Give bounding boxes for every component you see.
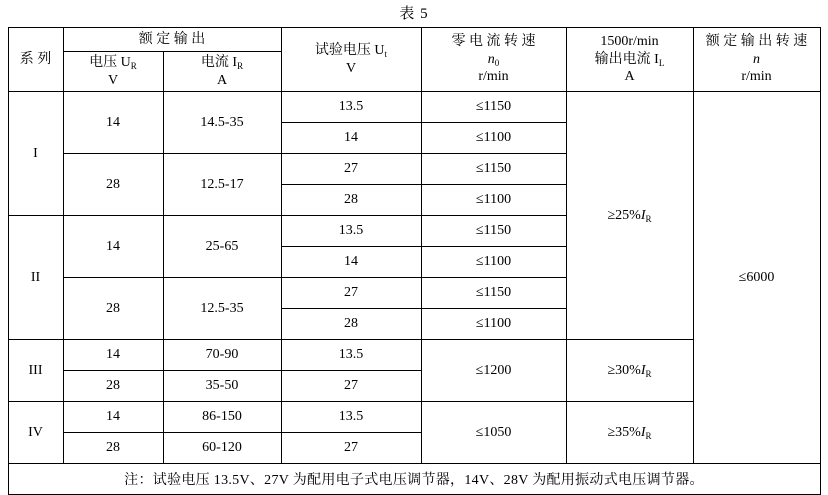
load-current-symbol: I — [640, 424, 646, 440]
cell-test-voltage: 28 — [281, 309, 421, 340]
series-label: I — [8, 92, 63, 216]
cell-voltage: 28 — [63, 154, 163, 216]
header-test-voltage-line1: 试验电压 U — [314, 43, 385, 58]
cell-voltage: 28 — [63, 433, 163, 464]
load-current-sub: R — [645, 368, 652, 379]
header-current — [163, 52, 281, 92]
table-row — [8, 92, 820, 123]
cell-current: 14.5-35 — [163, 92, 281, 154]
cell-zero-speed: ≤1100 — [421, 185, 566, 216]
header-voltage-sub: R — [130, 61, 137, 71]
cell-zero-speed-merged: ≤1200 — [421, 340, 566, 402]
cell-test-voltage: 27 — [281, 278, 421, 309]
header-zero-speed-unit: r/min — [478, 69, 509, 85]
header-load-current-line1: 1500r/min — [600, 34, 659, 50]
load-current-prefix: ≥35% — [607, 424, 641, 440]
cell-current: 86-150 — [163, 402, 281, 433]
cell-test-voltage: 14 — [281, 247, 421, 278]
cell-voltage: 14 — [63, 216, 163, 278]
header-rated-speed-line1: 额 定 输 出 转 速 — [705, 34, 808, 50]
cell-current: 35-50 — [163, 371, 281, 402]
header-test-voltage — [281, 28, 421, 92]
cell-load-current-merged — [566, 402, 693, 464]
table-caption: 表 5 — [399, 6, 429, 22]
header-current-line1: 电流 I — [200, 55, 238, 70]
cell-current: 60-120 — [163, 433, 281, 464]
series-label: III — [8, 340, 63, 402]
header-voltage-line1: 电压 U — [89, 55, 131, 70]
header-voltage — [63, 52, 163, 92]
cell-current: 25-65 — [163, 216, 281, 278]
table-note: 注：试验电压 13.5V、27V 为配用电子式电压调节器，14V、28V 为配用振动式电压调节器。 — [8, 464, 820, 495]
cell-zero-speed: ≤1150 — [421, 92, 566, 123]
header-rated-speed-unit: r/min — [741, 69, 772, 85]
header-zero-current-speed — [421, 28, 566, 92]
cell-test-voltage: 13.5 — [281, 340, 421, 371]
header-current-sub: R — [237, 61, 244, 71]
header-test-voltage-unit: V — [345, 60, 357, 76]
cell-test-voltage: 13.5 — [281, 402, 421, 433]
header-load-current-sub: L — [658, 57, 665, 68]
header-series: 系 列 — [8, 28, 63, 92]
cell-current: 70-90 — [163, 340, 281, 371]
cell-zero-speed-merged: ≤1050 — [421, 402, 566, 464]
header-zero-speed-symbol: n — [487, 51, 495, 67]
cell-load-current-merged — [566, 92, 693, 340]
cell-current: 12.5-35 — [163, 278, 281, 340]
cell-voltage: 14 — [63, 340, 163, 371]
load-current-sub: R — [645, 213, 652, 224]
header-voltage-unit: V — [107, 72, 119, 88]
load-current-symbol: I — [640, 362, 646, 378]
cell-zero-speed: ≤1100 — [421, 309, 566, 340]
load-current-symbol: I — [640, 207, 646, 223]
cell-zero-speed: ≤1150 — [421, 216, 566, 247]
header-zero-speed-sub: 0 — [494, 57, 500, 68]
cell-voltage: 28 — [63, 278, 163, 340]
cell-voltage: 28 — [63, 371, 163, 402]
cell-zero-speed: ≤1150 — [421, 278, 566, 309]
cell-zero-speed: ≤1150 — [421, 154, 566, 185]
series-label: IV — [8, 402, 63, 464]
cell-zero-speed: ≤1100 — [421, 247, 566, 278]
load-current-sub: R — [645, 430, 652, 441]
header-rated-speed — [693, 28, 820, 92]
header-rated-speed-symbol: n — [753, 51, 760, 67]
cell-voltage: 14 — [63, 402, 163, 433]
cell-test-voltage: 27 — [281, 371, 421, 402]
specification-table — [8, 27, 821, 495]
load-current-prefix: ≥30% — [607, 362, 641, 378]
header-load-current — [566, 28, 693, 92]
cell-load-current-merged — [566, 340, 693, 402]
cell-current: 12.5-17 — [163, 154, 281, 216]
header-zero-speed-line1: 零 电 流 转 速 — [451, 34, 536, 50]
cell-test-voltage: 27 — [281, 433, 421, 464]
series-label: II — [8, 216, 63, 340]
cell-voltage: 14 — [63, 92, 163, 154]
cell-test-voltage: 28 — [281, 185, 421, 216]
header-rated-output: 额 定 输 出 — [63, 28, 281, 52]
cell-test-voltage: 27 — [281, 154, 421, 185]
cell-test-voltage: 13.5 — [281, 216, 421, 247]
header-load-current-unit: A — [624, 69, 635, 85]
header-row-top — [8, 28, 820, 52]
header-test-voltage-sub: t — [384, 49, 388, 59]
cell-test-voltage: 13.5 — [281, 92, 421, 123]
table-note-row — [8, 464, 820, 495]
cell-zero-speed: ≤1100 — [421, 123, 566, 154]
header-load-current-line2: 输出电流 I — [594, 51, 659, 67]
load-current-prefix: ≥25% — [607, 207, 641, 223]
cell-rated-speed-merged: ≤6000 — [693, 92, 820, 464]
cell-test-voltage: 14 — [281, 123, 421, 154]
header-current-unit: A — [216, 72, 228, 88]
